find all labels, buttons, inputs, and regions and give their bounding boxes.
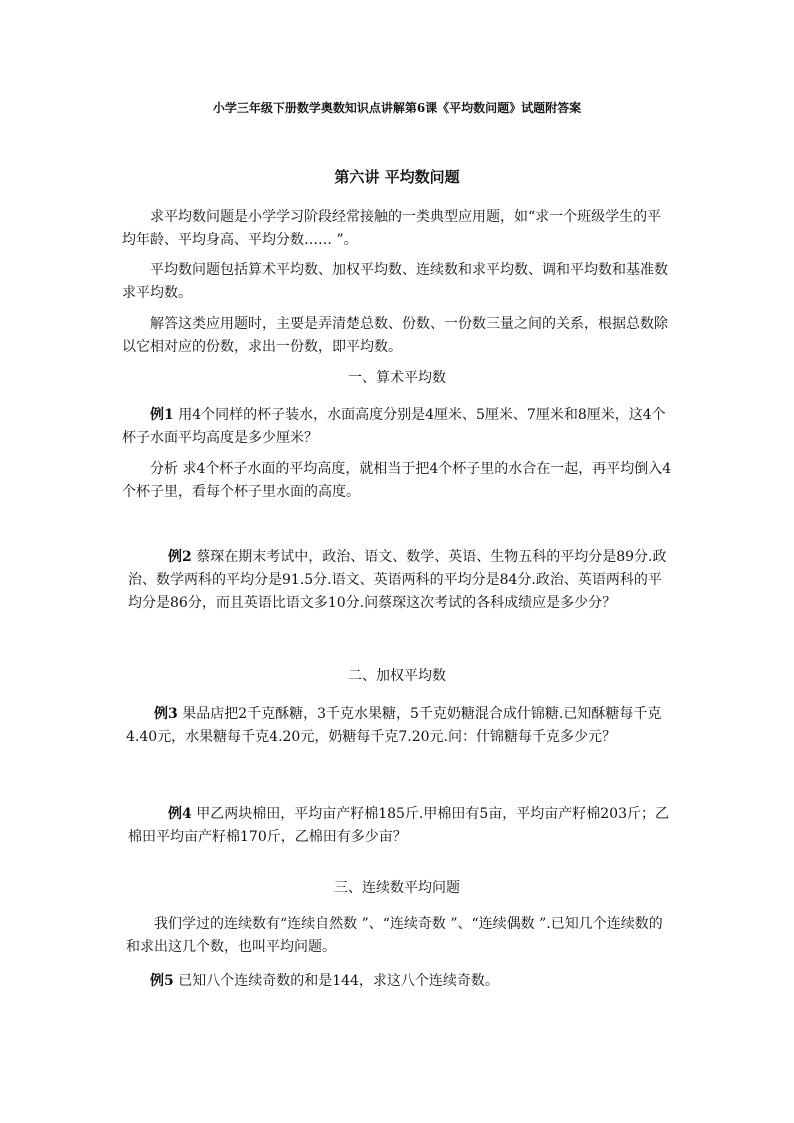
- consecutive-intro-text: 我们学过的连续数有“连续自然数 ”、“连续奇数 ”、“连续偶数 ”.已知几个连续数的和求出这几个数，也叫平均问题。: [126, 916, 663, 955]
- document-header: 小学三年级下册数学奥数知识点讲解第6课《平均数问题》试题附答案: [212, 101, 582, 115]
- example-label: 例3: [154, 706, 178, 722]
- lesson-title: 第六讲 平均数问题: [334, 168, 460, 186]
- example-text: 果品店把2千克酥糖，3千克水果糖，5千克奶糖混合成什锦糖.已知酥糖每千克4.40元，水果糖每千克4.20元，奶糖每千克7.20元.问：什锦糖每千克多少元？: [126, 706, 662, 745]
- example-label: 例1: [150, 407, 174, 423]
- example-3: [126, 703, 671, 749]
- example-label: 例2: [168, 549, 192, 565]
- intro-paragraph-2: 平均数问题包括算术平均数、加权平均数、连续数和求平均数、调和平均数和基准数求平均数。: [122, 262, 668, 301]
- section-heading-arithmetic-mean: 一、算术平均数: [348, 370, 446, 386]
- intro-paragraph-3: 解答这类应用题时，主要是弄清楚总数、份数、一份数三量之间的关系，根据总数除以它相对应的份数，求出一份数，即平均数。: [122, 316, 668, 355]
- example-label: 例5: [150, 973, 174, 989]
- analysis-paragraph: [122, 458, 672, 504]
- example-5: [122, 970, 672, 993]
- example-label: 例4: [168, 806, 192, 822]
- analysis-text: 分析 求4个杯子水面的平均高度，就相当于把4个杯子里的水合在一起，再平均倒入4个杯子里，看每个杯子里水面的高度。: [122, 461, 672, 500]
- example-text: 用4个同样的杯子装水，水面高度分别是4厘米、5厘米、7厘米和8厘米，这4个杯子水面平均高度是多少厘米？: [122, 407, 666, 446]
- section-heading-consecutive-numbers: 三、连续数平均问题: [334, 880, 460, 896]
- example-text: 甲乙两块棉田，平均亩产籽棉185斤.甲棉田有5亩，平均亩产籽棉203斤；乙棉田平均亩产籽棉170斤，乙棉田有多少亩？: [128, 806, 669, 845]
- example-text: 蔡琛在期末考试中，政治、语文、数学、英语、生物五科的平均分是89分.政治、数学两科的平均分是91.5分.语文、英语两科的平均分是84分.政治、英语两科的平均分是86分，而且英语比语文多10分.问蔡琛这次考试的各科成绩应是多少分？: [128, 549, 667, 611]
- example-2: [128, 546, 668, 615]
- consecutive-intro-paragraph: [126, 913, 671, 959]
- example-1: [122, 404, 672, 450]
- section-heading-weighted-mean: 二、加权平均数: [348, 668, 446, 684]
- example-4: [128, 803, 670, 849]
- example-text: 已知八个连续奇数的和是144，求这八个连续奇数。: [173, 973, 499, 989]
- intro-paragraph-1: 求平均数问题是小学学习阶段经常接触的一类典型应用题，如“求一个班级学生的平均年龄、平均身高、平均分数…… ”。: [122, 209, 662, 248]
